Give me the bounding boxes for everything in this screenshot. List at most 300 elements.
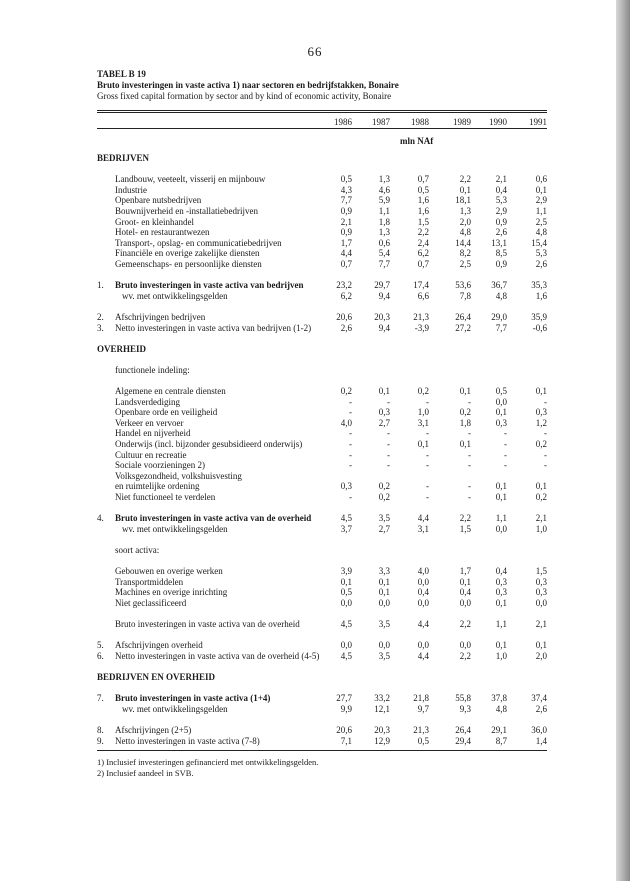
row-label: Volksgezondheid, volkshuisvesting bbox=[115, 470, 242, 481]
cell-1988: 0,7 bbox=[417, 258, 429, 269]
cell-1989: - bbox=[468, 492, 471, 502]
cell-1988: 3,1 bbox=[417, 523, 429, 534]
cell-1986: 20,6 bbox=[336, 311, 352, 322]
cell-1991: 1,5 bbox=[535, 566, 547, 577]
table-row bbox=[0, 312, 630, 323]
table-row bbox=[0, 587, 630, 598]
cell-1991: 0,3 bbox=[535, 407, 547, 418]
cell-1991: 36,0 bbox=[531, 725, 547, 736]
cell-1990: 0,1 bbox=[495, 407, 507, 418]
cell-1988: 21,8 bbox=[413, 693, 429, 704]
cell-1987: 29,7 bbox=[374, 280, 390, 291]
cell-1988: 0,7 bbox=[417, 174, 429, 185]
table-row bbox=[0, 185, 630, 196]
row-label: Openbare orde en veiligheid bbox=[115, 407, 218, 418]
cell-1986: 23,2 bbox=[336, 280, 352, 291]
section-heading-row bbox=[0, 672, 630, 683]
cell-1987: 20,3 bbox=[374, 311, 390, 322]
cell-1990: 13,1 bbox=[491, 237, 507, 248]
cell-1990: - bbox=[504, 439, 507, 450]
row-label: Financiële en overige zakelijke diensten bbox=[115, 248, 260, 259]
cell-1990: 0,4 bbox=[495, 566, 507, 577]
row-label: Landbouw, veeteelt, visserij en mijnbouw bbox=[115, 174, 266, 185]
cell-1988: 0,1 bbox=[417, 439, 429, 450]
cell-1989: 2,5 bbox=[459, 258, 471, 269]
cell-1986: 7,1 bbox=[340, 735, 352, 746]
cell-1988: - bbox=[426, 481, 429, 492]
cell-1991: 15,4 bbox=[531, 237, 547, 248]
cell-1991: 2,6 bbox=[535, 258, 547, 269]
row-label: wv. met ontwikkelingsgelden bbox=[122, 703, 228, 714]
cell-1986: 4,5 bbox=[340, 513, 352, 524]
cell-1989: 14,4 bbox=[455, 237, 471, 248]
cell-1986: 0,3 bbox=[340, 481, 352, 492]
year-1988: 1988 bbox=[411, 117, 429, 127]
cell-1989: 0,2 bbox=[459, 407, 471, 418]
page-number: 66 bbox=[307, 44, 323, 59]
table-body bbox=[0, 153, 630, 746]
table-row bbox=[0, 397, 630, 408]
cell-1989: 0,4 bbox=[459, 587, 471, 598]
row-label: Cultuur en recreatie bbox=[115, 449, 187, 460]
table-title-english: Gross fixed capital formation by sector and by kind of economic activity, Bonaire bbox=[97, 91, 392, 101]
cell-1989: 0,1 bbox=[459, 184, 471, 195]
row-label: Openbare nutsbedrijven bbox=[115, 195, 202, 206]
section-heading: BEDRIJVEN EN OVERHEID bbox=[97, 672, 216, 683]
cell-1988: 1,5 bbox=[417, 216, 429, 227]
year-1986: 1986 bbox=[334, 117, 352, 127]
table-row bbox=[0, 460, 630, 471]
table-row bbox=[0, 450, 630, 461]
cell-1989: 29,4 bbox=[455, 735, 471, 746]
cell-1991: - bbox=[544, 396, 547, 407]
cell-1991: 35,9 bbox=[531, 311, 547, 322]
table-row bbox=[0, 428, 630, 439]
cell-1986: 4,4 bbox=[340, 248, 352, 259]
cell-1989: - bbox=[468, 428, 471, 439]
cell-1991: - bbox=[544, 460, 547, 471]
cell-1988: 9,7 bbox=[417, 703, 429, 714]
cell-1987: 0,1 bbox=[378, 386, 390, 397]
cell-1991: 0,3 bbox=[535, 576, 547, 587]
row-number: 8. bbox=[97, 725, 104, 736]
cell-1991: 0,3 bbox=[535, 587, 547, 598]
cell-1989: 53,6 bbox=[455, 280, 471, 291]
cell-1986: 2,1 bbox=[340, 216, 352, 227]
table-row bbox=[0, 736, 630, 747]
cell-1988: 4,0 bbox=[417, 566, 429, 577]
row-label: Bruto investeringen in vaste activa van de overheid bbox=[115, 619, 300, 630]
cell-1990: 0,1 bbox=[495, 597, 507, 608]
cell-1987: 3,5 bbox=[378, 650, 390, 661]
cell-1986: 7,7 bbox=[340, 195, 352, 206]
cell-1990: 0,9 bbox=[495, 216, 507, 227]
row-label: Afschrijvingen overheid bbox=[115, 640, 203, 651]
cell-1987: 3,5 bbox=[378, 619, 390, 630]
cell-1991: 0,0 bbox=[535, 597, 547, 608]
cell-1987: 0,1 bbox=[378, 587, 390, 598]
cell-1987: - bbox=[387, 428, 390, 439]
cell-1991: 2,1 bbox=[535, 513, 547, 524]
table-row bbox=[0, 206, 630, 217]
blank-row bbox=[0, 556, 630, 567]
row-label: wv. met ontwikkelingsgelden bbox=[122, 523, 228, 534]
cell-1988: 0,5 bbox=[417, 735, 429, 746]
cell-1987: 9,4 bbox=[378, 322, 390, 333]
cell-1988: 21,3 bbox=[413, 725, 429, 736]
cell-1988: 0,0 bbox=[417, 640, 429, 651]
cell-1990: 5,3 bbox=[495, 195, 507, 206]
row-label: Afschrijvingen (2+5) bbox=[115, 725, 192, 736]
cell-1990: 37,8 bbox=[491, 693, 507, 704]
cell-1991: 1,1 bbox=[535, 205, 547, 216]
cell-1986: - bbox=[349, 492, 352, 502]
cell-1988: 0,4 bbox=[417, 587, 429, 598]
cell-1988: 1,6 bbox=[417, 205, 429, 216]
cell-1989: 26,4 bbox=[455, 311, 471, 322]
cell-1986: 0,5 bbox=[340, 174, 352, 185]
year-1991: 1991 bbox=[529, 117, 547, 127]
cell-1986: - bbox=[349, 460, 352, 471]
row-label: Hotel- en restaurantwezen bbox=[115, 227, 210, 238]
cell-1991: 0,1 bbox=[535, 481, 547, 492]
year-1990: 1990 bbox=[489, 117, 507, 127]
cell-1991: 2,5 bbox=[535, 216, 547, 227]
cell-1987: 33,2 bbox=[374, 693, 390, 704]
row-label: Landsverdediging bbox=[115, 396, 180, 407]
cell-1990: 1,1 bbox=[495, 513, 507, 524]
cell-1991: 0,1 bbox=[535, 640, 547, 651]
table-row bbox=[0, 704, 630, 715]
cell-1991: 1,2 bbox=[535, 417, 547, 428]
cell-1986: - bbox=[349, 449, 352, 460]
cell-1991: 0,2 bbox=[535, 492, 547, 502]
cell-1986: 1,7 bbox=[340, 237, 352, 248]
cell-1990: 0,0 bbox=[495, 396, 507, 407]
cell-1987: 2,7 bbox=[378, 417, 390, 428]
cell-1990: 0,5 bbox=[495, 386, 507, 397]
cell-1990: 8,7 bbox=[495, 735, 507, 746]
cell-1987: 0,0 bbox=[378, 640, 390, 651]
row-label: Sociale voorzieningen 2) bbox=[115, 460, 205, 471]
table-row bbox=[0, 323, 630, 334]
cell-1986: 2,6 bbox=[340, 322, 352, 333]
cell-1990: 2,1 bbox=[495, 174, 507, 185]
blank-row bbox=[0, 301, 630, 312]
cell-1989: 7,8 bbox=[459, 290, 471, 301]
cell-1987: 1,3 bbox=[378, 174, 390, 185]
cell-1990: 2,6 bbox=[495, 227, 507, 238]
cell-1987: 5,4 bbox=[378, 248, 390, 259]
cell-1989: 0,1 bbox=[459, 386, 471, 397]
table-row bbox=[0, 259, 630, 270]
cell-1988: 6,6 bbox=[417, 290, 429, 301]
cell-1988: 1,0 bbox=[417, 407, 429, 418]
cell-1989: 2,2 bbox=[459, 650, 471, 661]
cell-1991: -0,6 bbox=[532, 322, 547, 333]
blank-row bbox=[0, 164, 630, 175]
cell-1990: 0,1 bbox=[495, 640, 507, 651]
cell-1987: 12,9 bbox=[374, 735, 390, 746]
cell-1990: 1,1 bbox=[495, 619, 507, 630]
cell-1987: 3,3 bbox=[378, 566, 390, 577]
row-number: 1. bbox=[97, 280, 104, 291]
cell-1990: 29,0 bbox=[491, 311, 507, 322]
cell-1986: - bbox=[349, 428, 352, 439]
cell-1991: 2,0 bbox=[535, 650, 547, 661]
blank-row bbox=[0, 714, 630, 725]
cell-1989: - bbox=[468, 460, 471, 471]
cell-1989: 9,3 bbox=[459, 703, 471, 714]
year-1987: 1987 bbox=[372, 117, 390, 127]
cell-1988: 4,4 bbox=[417, 619, 429, 630]
row-number: 7. bbox=[97, 693, 104, 704]
cell-1986: 9,9 bbox=[340, 703, 352, 714]
cell-1987: 1,1 bbox=[378, 205, 390, 216]
cell-1991: 5,3 bbox=[535, 248, 547, 259]
cell-1988: 21,3 bbox=[413, 311, 429, 322]
cell-1986: 3,7 bbox=[340, 523, 352, 534]
table-row bbox=[0, 195, 630, 206]
cell-1989: 0,1 bbox=[459, 576, 471, 587]
blank-row bbox=[0, 354, 630, 365]
cell-1986: 0,7 bbox=[340, 258, 352, 269]
cell-1991: 0,1 bbox=[535, 386, 547, 397]
top-rule bbox=[97, 110, 547, 113]
cell-1989: 0,1 bbox=[459, 439, 471, 450]
row-label: Machines en overige inrichting bbox=[115, 587, 228, 598]
cell-1986: 6,2 bbox=[340, 290, 352, 301]
cell-1989: - bbox=[468, 449, 471, 460]
cell-1991: 0,6 bbox=[535, 174, 547, 185]
row-label: Handel en nijverheid bbox=[115, 428, 191, 439]
header-rule bbox=[97, 128, 547, 129]
cell-1989: 2,2 bbox=[459, 619, 471, 630]
row-label: Transportmiddelen bbox=[115, 576, 184, 587]
table-row bbox=[0, 598, 630, 609]
unit-label: mln NAf bbox=[400, 136, 434, 146]
footnotes bbox=[97, 757, 318, 779]
row-number: 5. bbox=[97, 640, 104, 651]
row-label: wv. met ontwikkelingsgelden bbox=[122, 290, 228, 301]
cell-1986: 0,0 bbox=[340, 597, 352, 608]
table-row bbox=[0, 725, 630, 736]
cell-1990: 0,4 bbox=[495, 184, 507, 195]
cell-1987: 9,4 bbox=[378, 290, 390, 301]
table-row bbox=[0, 545, 630, 556]
table-row bbox=[0, 365, 630, 376]
row-label: Gebouwen en overige werken bbox=[115, 566, 223, 577]
cell-1990: 0,1 bbox=[495, 481, 507, 492]
cell-1986: 4,3 bbox=[340, 184, 352, 195]
row-label: soort activa: bbox=[115, 544, 160, 555]
cell-1990: 0,3 bbox=[495, 587, 507, 598]
table-row bbox=[0, 651, 630, 662]
cell-1986: 4,5 bbox=[340, 650, 352, 661]
row-number: 6. bbox=[97, 650, 104, 661]
cell-1987: 0,1 bbox=[378, 576, 390, 587]
cell-1988: 4,4 bbox=[417, 650, 429, 661]
cell-1986: 0,9 bbox=[340, 227, 352, 238]
cell-1987: 20,3 bbox=[374, 725, 390, 736]
row-label: functionele indeling: bbox=[115, 364, 190, 375]
cell-1991: 1,0 bbox=[535, 523, 547, 534]
cell-1989: - bbox=[468, 481, 471, 492]
cell-1988: 6,2 bbox=[417, 248, 429, 259]
row-label: Netto investeringen in vaste activa (7-8) bbox=[115, 735, 260, 746]
cell-1991: 2,6 bbox=[535, 703, 547, 714]
blank-row bbox=[0, 630, 630, 641]
section-heading: BEDRIJVEN bbox=[97, 153, 150, 163]
table-row bbox=[0, 577, 630, 588]
cell-1990: 36,7 bbox=[491, 280, 507, 291]
row-label: Bruto investeringen in vaste activa (1+4) bbox=[115, 693, 271, 704]
row-label: Netto investeringen in vaste activa van bedrijven (1-2) bbox=[115, 322, 312, 333]
cell-1989: 0,0 bbox=[459, 640, 471, 651]
cell-1989: 4,8 bbox=[459, 227, 471, 238]
cell-1989: 1,5 bbox=[459, 523, 471, 534]
cell-1988: -3,9 bbox=[414, 322, 429, 333]
table-row bbox=[0, 471, 630, 482]
cell-1989: 1,8 bbox=[459, 417, 471, 428]
cell-1989: 8,2 bbox=[459, 248, 471, 259]
cell-1991: 4,8 bbox=[535, 227, 547, 238]
cell-1989: 1,3 bbox=[459, 205, 471, 216]
cell-1990: 2,9 bbox=[495, 205, 507, 216]
cell-1988: - bbox=[426, 396, 429, 407]
cell-1988: 0,0 bbox=[417, 576, 429, 587]
cell-1988: - bbox=[426, 449, 429, 460]
cell-1986: 0,2 bbox=[340, 386, 352, 397]
cell-1986: - bbox=[349, 396, 352, 407]
table-row bbox=[0, 619, 630, 630]
blank-row bbox=[0, 683, 630, 694]
row-label: Verkeer en vervoer bbox=[115, 417, 184, 428]
cell-1988: - bbox=[426, 492, 429, 502]
cell-1991: 0,1 bbox=[535, 184, 547, 195]
cell-1987: 12,1 bbox=[374, 703, 390, 714]
blank-row bbox=[0, 609, 630, 620]
table-row bbox=[0, 693, 630, 704]
cell-1987: 5,9 bbox=[378, 195, 390, 206]
cell-1989: - bbox=[468, 396, 471, 407]
table-id: TABEL B 19 bbox=[97, 69, 146, 79]
cell-1991: 2,9 bbox=[535, 195, 547, 206]
cell-1987: 0,6 bbox=[378, 237, 390, 248]
cell-1990: 29,1 bbox=[491, 725, 507, 736]
cell-1990: - bbox=[504, 449, 507, 460]
cell-1988: 1,6 bbox=[417, 195, 429, 206]
row-number: 3. bbox=[97, 322, 104, 333]
cell-1990: 0,3 bbox=[495, 576, 507, 587]
row-number: 4. bbox=[97, 513, 104, 524]
table-row bbox=[0, 492, 630, 503]
table-row bbox=[0, 407, 630, 418]
cell-1991: - bbox=[544, 449, 547, 460]
blank-row bbox=[0, 270, 630, 281]
row-label: Niet functioneel te verdelen bbox=[115, 492, 216, 502]
table-title-dutch: Bruto investeringen in vaste activa 1) naar sectoren en bedrijfstakken, Bonaire bbox=[97, 80, 399, 90]
cell-1988: 0,5 bbox=[417, 184, 429, 195]
cell-1990: 4,8 bbox=[495, 290, 507, 301]
cell-1986: 4,0 bbox=[340, 417, 352, 428]
cell-1990: 0,1 bbox=[495, 492, 507, 502]
cell-1987: - bbox=[387, 449, 390, 460]
section-heading-row bbox=[0, 344, 630, 355]
cell-1990: 0,9 bbox=[495, 258, 507, 269]
row-label: en ruimtelijke ordening bbox=[115, 481, 200, 492]
blank-row bbox=[0, 375, 630, 386]
cell-1990: 7,7 bbox=[495, 322, 507, 333]
table-row bbox=[0, 291, 630, 302]
table-row bbox=[0, 227, 630, 238]
cell-1988: 17,4 bbox=[413, 280, 429, 291]
cell-1986: 0,9 bbox=[340, 205, 352, 216]
cell-1987: - bbox=[387, 439, 390, 450]
row-label: Bruto investeringen in vaste activa van de overheid bbox=[115, 513, 312, 524]
row-label: Algemene en centrale diensten bbox=[115, 386, 226, 397]
cell-1989: 55,8 bbox=[455, 693, 471, 704]
table-row bbox=[0, 174, 630, 185]
section-heading: OVERHEID bbox=[97, 343, 147, 354]
table-row bbox=[0, 481, 630, 492]
row-label: Netto investeringen in vaste activa van de overheid (4-5) bbox=[115, 650, 320, 661]
cell-1986: 4,5 bbox=[340, 619, 352, 630]
cell-1991: 0,2 bbox=[535, 439, 547, 450]
table-row bbox=[0, 418, 630, 429]
cell-1987: 0,2 bbox=[378, 481, 390, 492]
cell-1986: 0,1 bbox=[340, 576, 352, 587]
row-label: Afschrijvingen bedrijven bbox=[115, 311, 206, 322]
cell-1987: 4,6 bbox=[378, 184, 390, 195]
table-row bbox=[0, 439, 630, 450]
cell-1990: 0,0 bbox=[495, 523, 507, 534]
cell-1991: 37,4 bbox=[531, 693, 547, 704]
row-label: Niet geclassificeerd bbox=[115, 597, 187, 608]
cell-1990: - bbox=[504, 428, 507, 439]
cell-1987: 0,0 bbox=[378, 597, 390, 608]
table-row bbox=[0, 248, 630, 259]
section-heading-row bbox=[0, 153, 630, 164]
blank-row bbox=[0, 662, 630, 673]
cell-1990: 4,8 bbox=[495, 703, 507, 714]
cell-1989: 18,1 bbox=[455, 195, 471, 206]
cell-1989: 2,2 bbox=[459, 513, 471, 524]
cell-1987: 0,3 bbox=[378, 407, 390, 418]
row-number: 2. bbox=[97, 311, 104, 322]
cell-1990: 8,5 bbox=[495, 248, 507, 259]
row-label: Industrie bbox=[115, 184, 147, 195]
blank-row bbox=[0, 503, 630, 514]
cell-1987: 1,3 bbox=[378, 227, 390, 238]
row-label: Transport-, opslag- en communicatiebedrijven bbox=[115, 237, 282, 248]
cell-1989: 27,2 bbox=[455, 322, 471, 333]
cell-1991: - bbox=[544, 428, 547, 439]
cell-1991: 1,6 bbox=[535, 290, 547, 301]
cell-1989: 26,4 bbox=[455, 725, 471, 736]
cell-1991: 35,3 bbox=[531, 280, 547, 291]
cell-1986: 27,7 bbox=[336, 693, 352, 704]
cell-1986: 20,6 bbox=[336, 725, 352, 736]
cell-1987: 1,8 bbox=[378, 216, 390, 227]
cell-1988: - bbox=[426, 460, 429, 471]
cell-1987: 3,5 bbox=[378, 513, 390, 524]
cell-1987: 0,2 bbox=[378, 492, 390, 502]
cell-1987: - bbox=[387, 396, 390, 407]
table-row bbox=[0, 640, 630, 651]
cell-1988: 2,2 bbox=[417, 227, 429, 238]
cell-1988: 4,4 bbox=[417, 513, 429, 524]
